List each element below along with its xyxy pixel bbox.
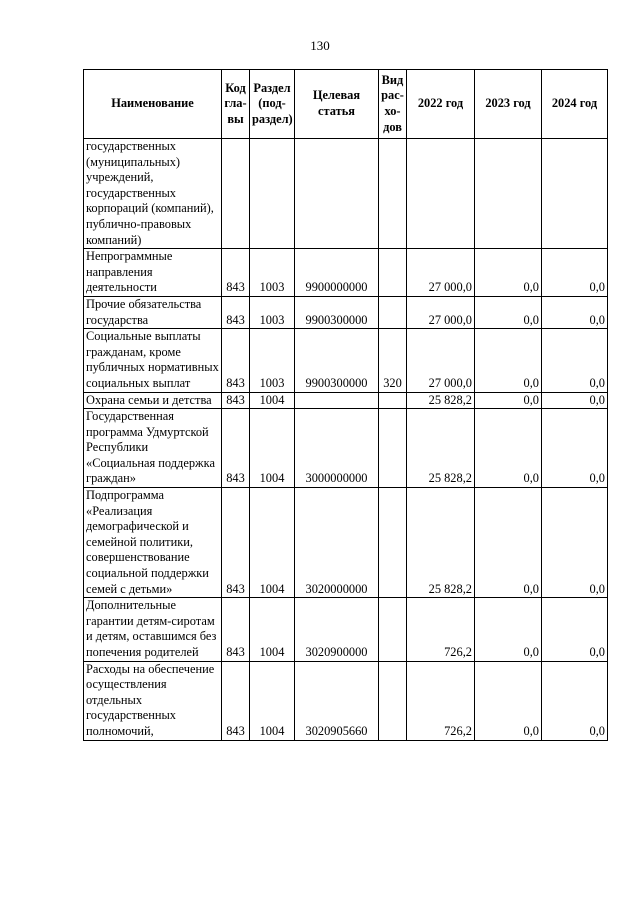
row-name: Подпрограмма «Реализация демографической и семейной политики, совершенствование социальной поддержки семей с детьми»: [84, 488, 222, 598]
header-2022: 2022 год: [407, 70, 475, 139]
row-razdel: 1004: [250, 661, 295, 740]
table-row: [84, 249, 608, 297]
row-2022: [407, 139, 475, 249]
row-celevaya: [295, 392, 379, 409]
row-2023: 0,0: [475, 661, 542, 740]
table-row: [84, 392, 608, 409]
row-celevaya: 3020905660: [295, 661, 379, 740]
row-vid: [379, 392, 407, 409]
row-razdel: [250, 139, 295, 249]
table-row: [84, 139, 608, 249]
row-name: Социальные выплаты гражданам, кроме публичных нормативных социальных выплат: [84, 329, 222, 392]
row-vid: [379, 409, 407, 488]
row-2022: 726,2: [407, 661, 475, 740]
row-name: Государственная программа Удмуртской Республики «Социальная поддержка граждан»: [84, 409, 222, 488]
page-number: 130: [310, 38, 330, 53]
row-kod: 843: [222, 329, 250, 392]
row-2024: 0,0: [542, 488, 608, 598]
row-kod: 843: [222, 249, 250, 297]
row-2023: 0,0: [475, 296, 542, 328]
table-row: [84, 409, 608, 488]
row-2023: 0,0: [475, 598, 542, 661]
row-2022: 726,2: [407, 598, 475, 661]
header-razdel: Раздел (под-раздел): [250, 70, 295, 139]
header-2023: 2023 год: [475, 70, 542, 139]
table-row: [84, 598, 608, 661]
table-row: [84, 488, 608, 598]
row-celevaya: [295, 139, 379, 249]
header-name: Наименование: [84, 70, 222, 139]
row-2024: 0,0: [542, 409, 608, 488]
row-vid: [379, 488, 407, 598]
row-vid: 320: [379, 329, 407, 392]
row-2023: 0,0: [475, 392, 542, 409]
row-kod: 843: [222, 296, 250, 328]
row-2023: 0,0: [475, 249, 542, 297]
row-kod: 843: [222, 409, 250, 488]
row-vid: [379, 139, 407, 249]
row-2023: 0,0: [475, 488, 542, 598]
row-name: Дополнительные гарантии детям-сиротам и детям, оставшимся без попечения родителей: [84, 598, 222, 661]
table-row: [84, 296, 608, 328]
row-2022: 27 000,0: [407, 296, 475, 328]
row-vid: [379, 249, 407, 297]
table-header-row: [84, 70, 608, 139]
row-celevaya: 9900300000: [295, 329, 379, 392]
row-celevaya: 9900000000: [295, 249, 379, 297]
row-2024: [542, 139, 608, 249]
header-kod-glavy: Код гла-вы: [222, 70, 250, 139]
row-celevaya: 3020900000: [295, 598, 379, 661]
header-2024: 2024 год: [542, 70, 608, 139]
header-celevaya-statya: Целевая статья: [295, 70, 379, 139]
row-2022: 27 000,0: [407, 249, 475, 297]
row-razdel: 1003: [250, 249, 295, 297]
row-name: Расходы на обеспечение осуществления отдельных государственных полномочий,: [84, 661, 222, 740]
row-2023: [475, 139, 542, 249]
row-vid: [379, 661, 407, 740]
header-vid-rashodov: Вид рас-хо-дов: [379, 70, 407, 139]
row-razdel: 1004: [250, 598, 295, 661]
budget-table: [83, 69, 608, 741]
row-2023: 0,0: [475, 329, 542, 392]
row-2023: 0,0: [475, 409, 542, 488]
row-vid: [379, 296, 407, 328]
row-kod: 843: [222, 392, 250, 409]
row-razdel: 1004: [250, 392, 295, 409]
row-kod: [222, 139, 250, 249]
row-celevaya: 3000000000: [295, 409, 379, 488]
row-2024: 0,0: [542, 392, 608, 409]
row-name: Непрограммные направления деятельности: [84, 249, 222, 297]
row-razdel: 1004: [250, 409, 295, 488]
table-row: [84, 329, 608, 392]
row-2024: 0,0: [542, 329, 608, 392]
row-2024: 0,0: [542, 296, 608, 328]
row-2022: 25 828,2: [407, 488, 475, 598]
row-2022: 25 828,2: [407, 409, 475, 488]
row-2022: 27 000,0: [407, 329, 475, 392]
row-kod: 843: [222, 661, 250, 740]
row-2022: 25 828,2: [407, 392, 475, 409]
row-razdel: 1003: [250, 296, 295, 328]
row-2024: 0,0: [542, 598, 608, 661]
row-kod: 843: [222, 598, 250, 661]
table-row: [84, 661, 608, 740]
row-celevaya: 9900300000: [295, 296, 379, 328]
row-2024: 0,0: [542, 249, 608, 297]
row-name: Охрана семьи и детства: [84, 392, 222, 409]
row-celevaya: 3020000000: [295, 488, 379, 598]
row-name: Прочие обязательства государства: [84, 296, 222, 328]
row-name: государственных (муниципальных) учреждений, государственных корпораций (компаний), публично-правовых компаний): [84, 139, 222, 249]
row-kod: 843: [222, 488, 250, 598]
row-2024: 0,0: [542, 661, 608, 740]
row-razdel: 1004: [250, 488, 295, 598]
row-vid: [379, 598, 407, 661]
row-razdel: 1003: [250, 329, 295, 392]
